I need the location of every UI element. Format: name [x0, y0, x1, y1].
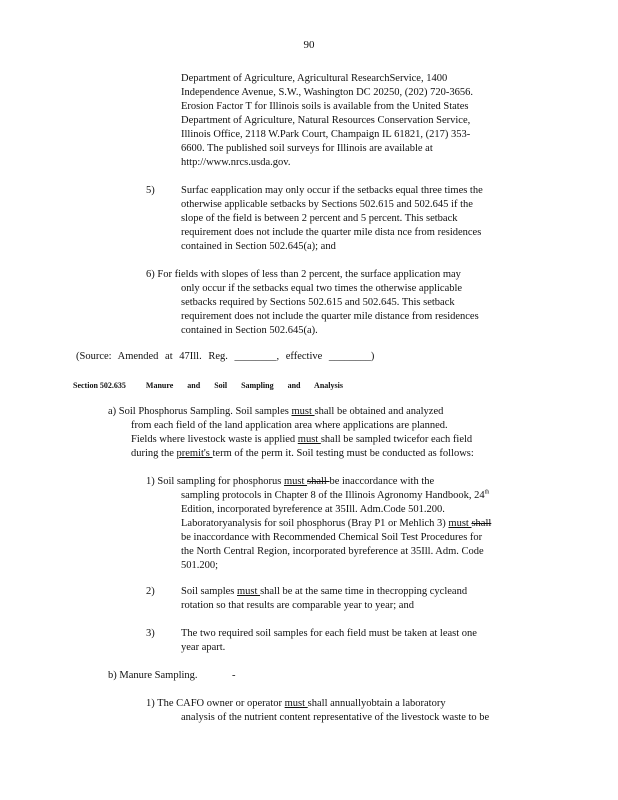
- text-run: 1) The CAFO owner or operator: [146, 698, 285, 709]
- item-6-line: contained in Section 502.645(a).: [181, 325, 318, 336]
- item-a3-line: The two required soil samples for each field must be taken at least one: [181, 628, 477, 639]
- item-6-line: setbacks required by Sections 502.615 and 502.645. This setback: [181, 297, 455, 308]
- inserted-text: premit's: [176, 448, 213, 459]
- page-number: 90: [303, 39, 315, 51]
- item-5-line: contained in Section 502.645(a); and: [181, 241, 336, 252]
- item-a1-line: be inaccordance with Recommended Chemical Soil Test Procedures for: [181, 532, 483, 543]
- item-5-line: slope of the field is between 2 percent and 5 percent. This setback: [181, 213, 458, 224]
- subsection-b-dash: -: [232, 670, 236, 681]
- text-run: Soil samples: [181, 586, 238, 597]
- item-a2-line: rotation so that results are comparable year to year; and: [181, 600, 414, 611]
- inserted-text: must: [297, 434, 321, 445]
- subsection-a-body: [131, 419, 510, 461]
- item-5-label: 5): [146, 185, 155, 196]
- item-a1-line: [181, 489, 523, 503]
- text-run: a) Soil Phosphorus Sampling. Soil samples: [108, 406, 292, 417]
- item-a1-text: [181, 489, 523, 573]
- deleted-text: shall: [471, 518, 492, 529]
- intro-line: Illinois Office, 2118 W.Park Court, Champaign IL 61821, (217) 353-: [181, 129, 471, 140]
- item-a1-line: [181, 517, 523, 531]
- intro-line: Department of Agriculture, Natural Resources Conservation Service,: [181, 115, 471, 126]
- section-title-word: and: [187, 381, 201, 390]
- item-5-text: [181, 184, 523, 254]
- section-title-word: Soil: [214, 381, 228, 390]
- text-run: term of the perm it. Soil testing must be conducted as follows:: [212, 448, 474, 459]
- item-b1-text: [181, 711, 533, 725]
- item-a1-line: the North Central Region, incorporated byreference at 35Ill. Adm. Code: [181, 546, 484, 557]
- text-run: Laboratoryanalysis for soil phosphorus (Bray P1 or Mehlich 3): [181, 518, 449, 529]
- inserted-text: must: [291, 406, 315, 417]
- text-run: 1) Soil sampling for phosphorus: [146, 476, 284, 487]
- item-6-line: requirement does not include the quarter mile distance from residences: [181, 311, 479, 322]
- intro-line: http://www.nrcs.usda.gov.: [181, 157, 291, 168]
- item-a2-text: [181, 585, 496, 613]
- section-title-word: Analysis: [314, 381, 343, 390]
- item-6-line: only occur if the setbacks equal two times the otherwise applicable: [181, 283, 463, 294]
- section-heading: [73, 379, 355, 393]
- text-run: shall be at the same time in thecropping cycleand: [260, 586, 468, 597]
- intro-line: Department of Agriculture, Agricultural ResearchService, 1400: [181, 73, 448, 84]
- item-6-text: [181, 282, 514, 338]
- inserted-text: must: [283, 476, 308, 487]
- intro-line: 6600. The published soil surveys for Illinois are available at: [181, 143, 433, 154]
- text-run: be inaccordance with the: [329, 476, 435, 487]
- item-6-first-line: 6) For fields with slopes of less than 2 percent, the surface application may: [146, 269, 461, 280]
- text-run: shall be obtained and analyzed: [314, 406, 444, 417]
- item-a1-line: 501.200;: [181, 560, 219, 571]
- item-b1-first-line: [146, 697, 506, 711]
- item-a3-text: [181, 627, 519, 655]
- inserted-text: must: [237, 586, 261, 597]
- inserted-text: must: [448, 518, 472, 529]
- superscript: th: [484, 489, 490, 496]
- section-title-word: and: [287, 381, 301, 390]
- item-a1-first-line: [146, 475, 508, 489]
- text-run: sampling protocols in Chapter 8 of the Illinois Agronomy Handbook, 24: [181, 490, 485, 501]
- item-5-line: otherwise applicable setbacks by Sections 502.615 and 502.645 if the: [181, 199, 473, 210]
- subsection-a: [108, 405, 510, 419]
- intro-line: Erosion Factor T for Illinois soils is available from the United States: [181, 101, 469, 112]
- item-a2-line: [181, 585, 496, 599]
- subsection-a-line: from each field of the land application area where applications are planned.: [131, 420, 448, 431]
- item-a3-label: 3): [146, 628, 155, 639]
- subsection-a-line: [131, 447, 510, 461]
- item-a2-label: 2): [146, 586, 155, 597]
- subsection-b-label: b) Manure Sampling.: [108, 670, 198, 681]
- section-title-word: Sampling: [241, 381, 274, 390]
- source-note: (Source: Amended at 47Ill. Reg. ________, effective ________): [76, 351, 375, 362]
- subsection-a-line: [108, 405, 510, 419]
- item-b1-line: analysis of the nutrient content representative of the livestock waste to be: [181, 712, 490, 723]
- section-title-word: Manure: [145, 381, 174, 390]
- text-run: during the: [131, 448, 177, 459]
- item-5-line: requirement does not include the quarter mile dista nce from residences: [181, 227, 482, 238]
- text-run: Fields where livestock waste is applied: [131, 434, 298, 445]
- text-run: shall annuallyobtain a laboratory: [307, 698, 446, 709]
- item-5-line: Surfac eapplication may only occur if the setbacks equal three times the: [181, 185, 483, 196]
- intro-line: Independence Avenue, S.W., Washington DC 20250, (202) 720-3656.: [181, 87, 474, 98]
- deleted-text: shall: [307, 476, 330, 487]
- item-a1-line: Edition, incorporated byreference at 35Ill. Adm.Code 501.200.: [181, 504, 445, 515]
- section-number: Section 502.635: [73, 381, 126, 390]
- inserted-text: must: [284, 698, 308, 709]
- text-run: shall be sampled twicefor each field: [320, 434, 473, 445]
- intro-paragraph: [181, 72, 514, 170]
- item-a3-line: year apart.: [181, 642, 226, 653]
- subsection-a-line: [131, 433, 510, 447]
